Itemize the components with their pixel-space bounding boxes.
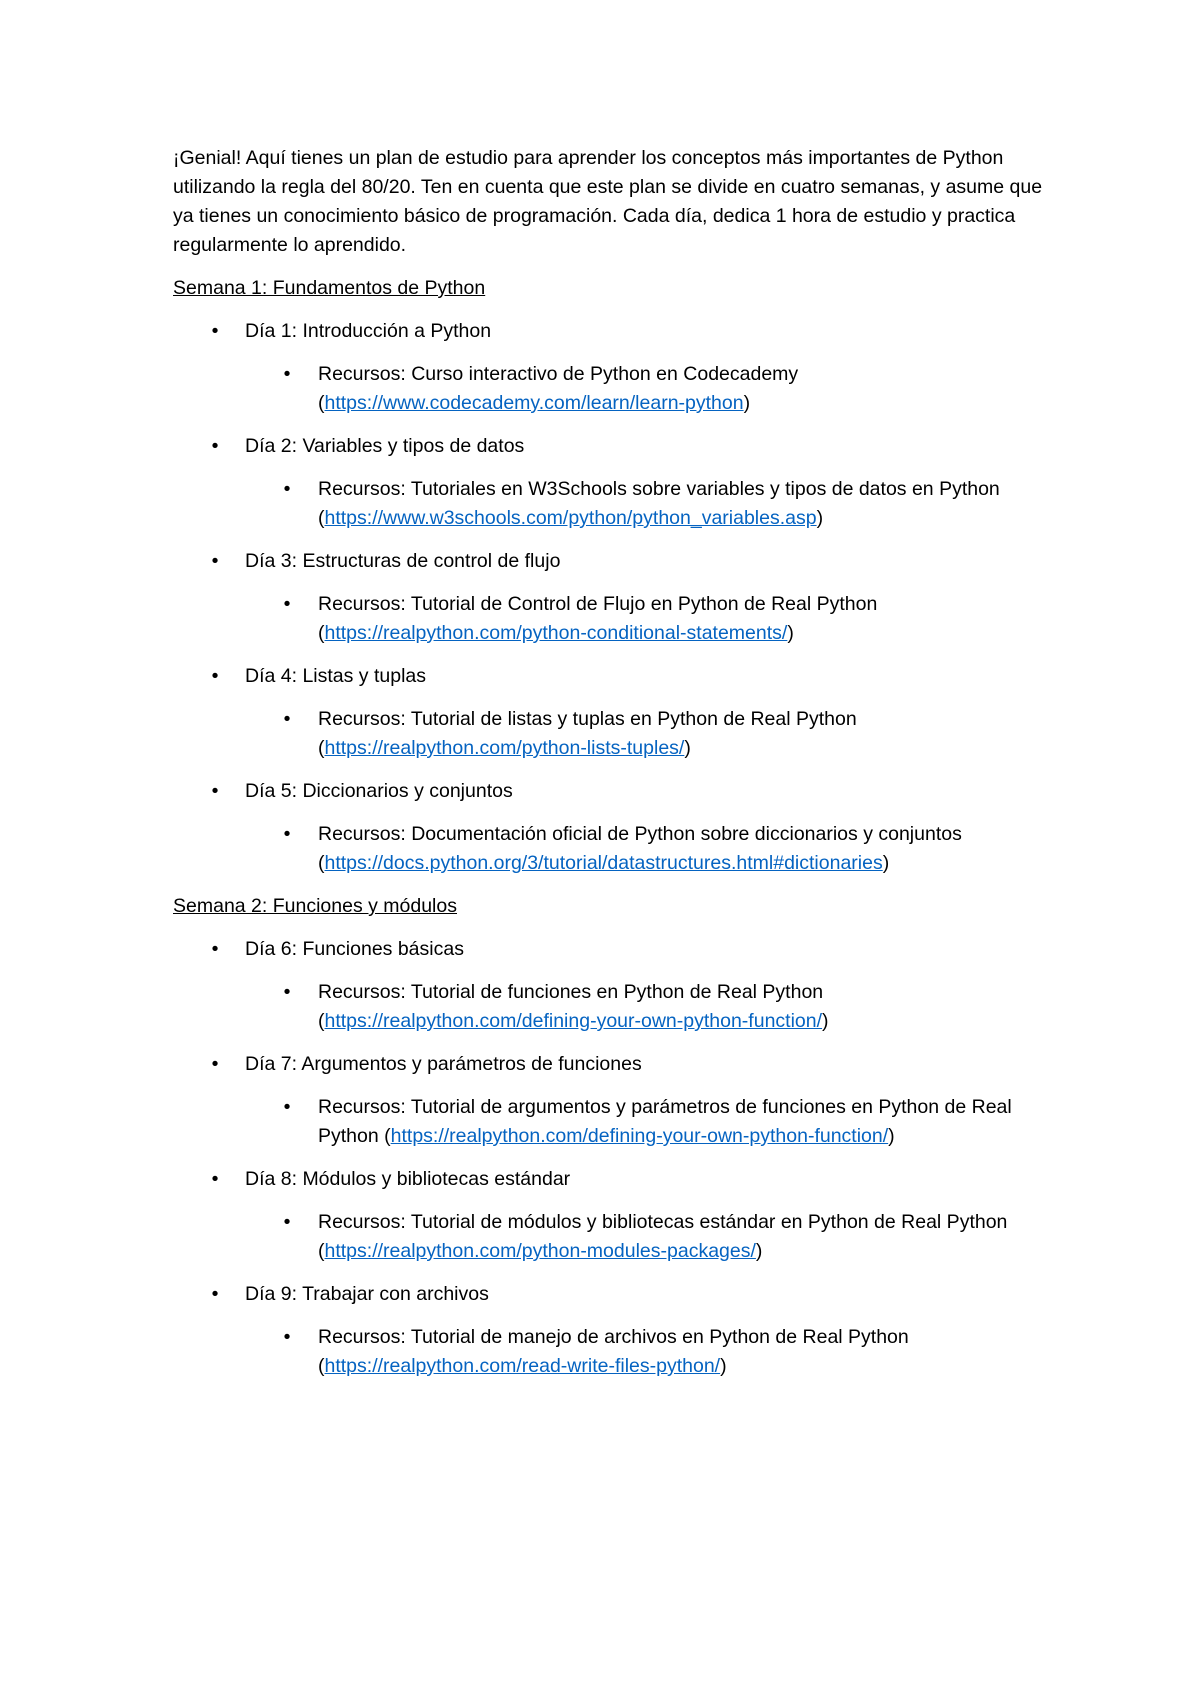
bullet-icon: • bbox=[211, 938, 219, 960]
resource-link[interactable]: https://realpython.com/python-modules-packages/ bbox=[324, 1240, 756, 1262]
resource-text: Recursos: Tutorial de manejo de archivos en Python de Real Python bbox=[318, 1326, 909, 1348]
bullet-icon: • bbox=[211, 665, 219, 687]
day-9-resource: • Recursos: Tutorial de manejo de archivos en Python de Real Python (https://realpython.com/read-write-files-python/) bbox=[173, 1323, 1053, 1381]
day-7-resource: • Recursos: Tutorial de argumentos y parámetros de funciones en Python de Real Python (https://realpython.com/defining-your-own-python-function/) bbox=[173, 1093, 1053, 1151]
bullet-icon: • bbox=[211, 320, 219, 342]
resource-text: Recursos: Tutorial de Control de Flujo en Python de Real Python bbox=[318, 593, 878, 615]
resource-link[interactable]: https://www.w3schools.com/python/python_variables.asp bbox=[324, 507, 817, 529]
resource-text: Recursos: Tutorial de listas y tuplas en Python de Real Python bbox=[318, 708, 857, 730]
bullet-icon: • bbox=[211, 550, 219, 572]
bullet-icon: • bbox=[283, 593, 291, 615]
day-2-item bbox=[173, 432, 1053, 461]
day-1-resource: • Recursos: Curso interactivo de Python en Codecademy (https://www.codecademy.com/learn/learn-python) bbox=[173, 360, 1053, 418]
day-1-item bbox=[173, 317, 1053, 346]
day-1-label: Día 1: Introducción a Python bbox=[245, 320, 492, 342]
week-1-section bbox=[173, 274, 1053, 878]
week-2-heading: Semana 2: Funciones y módulos bbox=[173, 895, 457, 917]
day-3-label: Día 3: Estructuras de control de flujo bbox=[245, 550, 561, 572]
day-7-item bbox=[173, 1050, 1053, 1079]
day-3-item bbox=[173, 547, 1053, 576]
day-6-resource: • Recursos: Tutorial de funciones en Python de Real Python (https://realpython.com/defining-your-own-python-function/) bbox=[173, 978, 1053, 1036]
day-2-label: Día 2: Variables y tipos de datos bbox=[245, 435, 525, 457]
bullet-icon: • bbox=[283, 823, 291, 845]
day-9-item bbox=[173, 1280, 1053, 1309]
resource-link[interactable]: https://realpython.com/python-conditional-statements/ bbox=[324, 622, 788, 644]
day-4-item bbox=[173, 662, 1053, 691]
bullet-icon: • bbox=[211, 1283, 219, 1305]
resource-text: Recursos: Tutorial de argumentos y parámetros de funciones en Python de Real Python bbox=[318, 1096, 1012, 1147]
bullet-icon: • bbox=[283, 708, 291, 730]
resource-text: Recursos: Tutoriales en W3Schools sobre variables y tipos de datos en Python bbox=[318, 478, 1000, 500]
resource-link[interactable]: https://docs.python.org/3/tutorial/datastructures.html#dictionaries bbox=[324, 852, 883, 874]
bullet-icon: • bbox=[283, 1211, 291, 1233]
day-5-resource: • Recursos: Documentación oficial de Python sobre diccionarios y conjuntos (https://docs.python.org/3/tutorial/datastructures.html#dictionaries) bbox=[173, 820, 1053, 878]
resource-text: Recursos: Curso interactivo de Python en Codecademy bbox=[318, 363, 799, 385]
day-4-resource: • Recursos: Tutorial de listas y tuplas en Python de Real Python (https://realpython.com/python-lists-tuples/) bbox=[173, 705, 1053, 763]
day-7-label: Día 7: Argumentos y parámetros de funciones bbox=[245, 1053, 642, 1075]
bullet-icon: • bbox=[211, 435, 219, 457]
bullet-icon: • bbox=[283, 981, 291, 1003]
day-6-label: Día 6: Funciones básicas bbox=[245, 938, 464, 960]
week-1-heading: Semana 1: Fundamentos de Python bbox=[173, 277, 486, 299]
day-2-resource: • Recursos: Tutoriales en W3Schools sobre variables y tipos de datos en Python (https://www.w3schools.com/python/python_variables.asp) bbox=[173, 475, 1053, 533]
resource-text: Recursos: Documentación oficial de Python sobre diccionarios y conjuntos bbox=[318, 823, 962, 845]
bullet-icon: • bbox=[283, 478, 291, 500]
day-3-resource: • Recursos: Tutorial de Control de Flujo en Python de Real Python (https://realpython.com/python-conditional-statements/) bbox=[173, 590, 1053, 648]
day-5-label: Día 5: Diccionarios y conjuntos bbox=[245, 780, 513, 802]
resource-link[interactable]: https://realpython.com/read-write-files-python/ bbox=[324, 1355, 721, 1377]
day-8-label: Día 8: Módulos y bibliotecas estándar bbox=[245, 1168, 571, 1190]
resource-link[interactable]: https://www.codecademy.com/learn/learn-python bbox=[324, 392, 744, 414]
resource-link[interactable]: https://realpython.com/python-lists-tuples/ bbox=[324, 737, 685, 759]
bullet-icon: • bbox=[283, 1326, 291, 1348]
intro-paragraph: ¡Genial! Aquí tienes un plan de estudio para aprender los conceptos más importantes de Python utilizando la regla del 80/20. Ten en cuenta que este plan se divide en cuatro semanas, y asume que ya tienes un conocimiento básico de programación. Cada día, dedica 1 hora de estudio y practica regularmente lo aprendido. bbox=[173, 147, 1043, 256]
day-4-label: Día 4: Listas y tuplas bbox=[245, 665, 427, 687]
bullet-icon: • bbox=[211, 780, 219, 802]
bullet-icon: • bbox=[283, 1096, 291, 1118]
bullet-icon: • bbox=[283, 363, 291, 385]
day-5-item bbox=[173, 777, 1053, 806]
bullet-icon: • bbox=[211, 1168, 219, 1190]
resource-text: Recursos: Tutorial de funciones en Python de Real Python bbox=[318, 981, 824, 1003]
resource-link[interactable]: https://realpython.com/defining-your-own-python-function/ bbox=[390, 1125, 889, 1147]
day-9-label: Día 9: Trabajar con archivos bbox=[245, 1283, 489, 1305]
resource-link[interactable]: https://realpython.com/defining-your-own-python-function/ bbox=[324, 1010, 823, 1032]
day-8-resource: • Recursos: Tutorial de módulos y bibliotecas estándar en Python de Real Python (https://realpython.com/python-modules-packages/) bbox=[173, 1208, 1053, 1266]
bullet-icon: • bbox=[211, 1053, 219, 1075]
day-6-item bbox=[173, 935, 1053, 964]
week-2-section bbox=[173, 892, 1053, 1381]
resource-text: Recursos: Tutorial de módulos y bibliotecas estándar en Python de Real Python bbox=[318, 1211, 1008, 1233]
day-8-item bbox=[173, 1165, 1053, 1194]
document-page bbox=[173, 144, 1053, 1395]
